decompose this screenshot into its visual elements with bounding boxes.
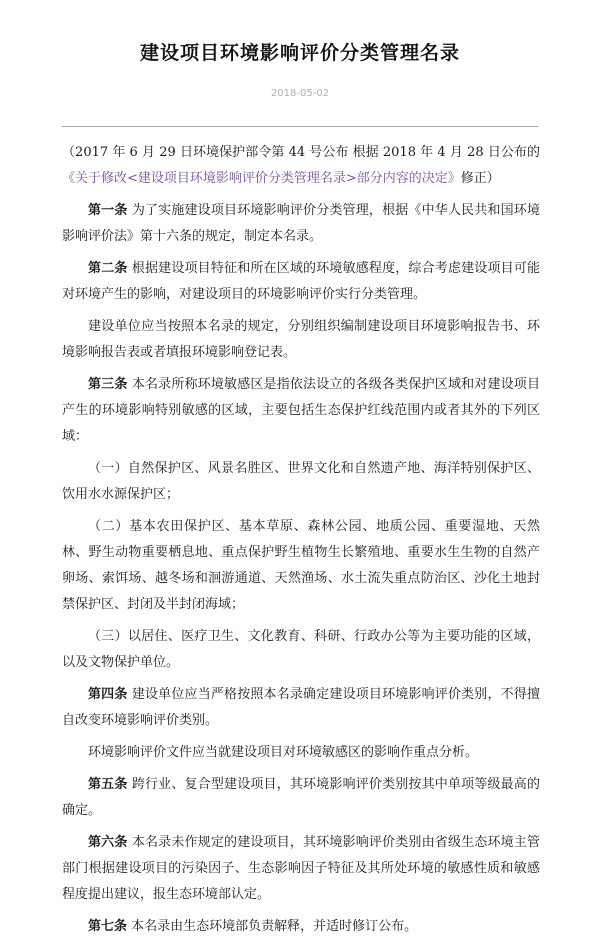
paragraph	[62, 514, 540, 618]
paragraph-text: 建设单位应当严格按照本名录确定建设项目环境影响评价类别，不得擅自改变环境影响评价类别。	[62, 687, 540, 728]
paragraph	[62, 256, 540, 308]
paragraph	[62, 914, 540, 940]
paragraph	[62, 314, 540, 366]
paragraph	[62, 830, 540, 908]
article-label: 第四条	[88, 687, 128, 702]
publish-date: 2018-05-02	[270, 88, 330, 99]
paragraph	[62, 372, 540, 450]
article-label: 第三条	[88, 377, 128, 392]
article-label: 第一条	[88, 203, 128, 218]
article-body	[62, 140, 540, 946]
paragraph-text: 本名录所称环境敏感区是指依法设立的各级各类保护区域和对建设项目产生的环境影响特别敏感的区域，主要包括生态保护红线范围内或者其外的下列区域：	[62, 377, 540, 444]
paragraph-text: （一）自然保护区、风景名胜区、世界文化和自然遗产地、海洋特别保护区、饮用水水源保护区；	[62, 461, 540, 502]
paragraph-text: 根据建设项目特征和所在区域的环境敏感程度，综合考虑建设项目可能对环境产生的影响，对建设项目的环境影响评价实行分类管理。	[62, 261, 540, 302]
article-label: 第七条	[88, 919, 128, 934]
paragraph-text: 为了实施建设项目环境影响评价分类管理，根据《中华人民共和国环境影响评价法》第十六条的规定，制定本名录。	[62, 203, 540, 244]
paragraph-text: 跨行业、复合型建设项目，其环境影响评价类别按其中单项等级最高的确定。	[62, 777, 540, 818]
paragraph	[62, 682, 540, 734]
paragraph-text: 本名录由生态环境部负责解释，并适时修订公布。	[131, 919, 418, 934]
paragraph	[62, 772, 540, 824]
paragraph-text: 建设单位应当按照本名录的规定，分别组织编制建设项目环境影响报告书、环境影响报告表或者填报环境影响登记表。	[62, 319, 540, 360]
source-note	[62, 140, 540, 192]
paragraph	[62, 456, 540, 508]
article-label: 第五条	[88, 777, 128, 792]
paragraph-text: （三）以居住、医疗卫生、文化教育、科研、行政办公等为主要功能的区域，以及文物保护单位。	[62, 629, 540, 670]
paragraph-text: 本名录未作规定的建设项目，其环境影响评价类别由省级生态环境主管部门根据建设项目的污染因子、生态影响因子特征及其所处环境的敏感性质和敏感程度提出建议，报生态环境部认定。	[62, 835, 540, 902]
paragraph	[62, 198, 540, 250]
note-suffix: 修正）	[460, 171, 500, 186]
amendment-link[interactable]: 《关于修改<建设项目环境影响评价分类管理名录>部分内容的决定》	[62, 171, 461, 186]
divider	[62, 126, 538, 127]
article-label: 第二条	[88, 261, 128, 276]
paragraph	[62, 740, 540, 766]
note-prefix: （2017 年 6 月 29 日环境保护部令第 44 号公布 根据 2018 年 4 月 28 日公布的	[62, 145, 540, 160]
paragraph-text: （二）基本农田保护区、基本草原、森林公园、地质公园、重要湿地、天然林、野生动物重要栖息地、重点保护野生植物生长繁殖地、重要水生生物的自然产卵场、索饵场、越冬场和洄游通道、天然渔场、水土流失重点防治区、沙化土地封禁保护区、封闭及半封闭海域；	[62, 519, 540, 612]
paragraph	[62, 624, 540, 676]
page-title: 建设项目环境影响评价分类管理名录	[139, 42, 460, 64]
article-label: 第六条	[88, 835, 128, 850]
paragraph-text: 环境影响评价文件应当就建设项目对环境敏感区的影响作重点分析。	[88, 745, 479, 760]
